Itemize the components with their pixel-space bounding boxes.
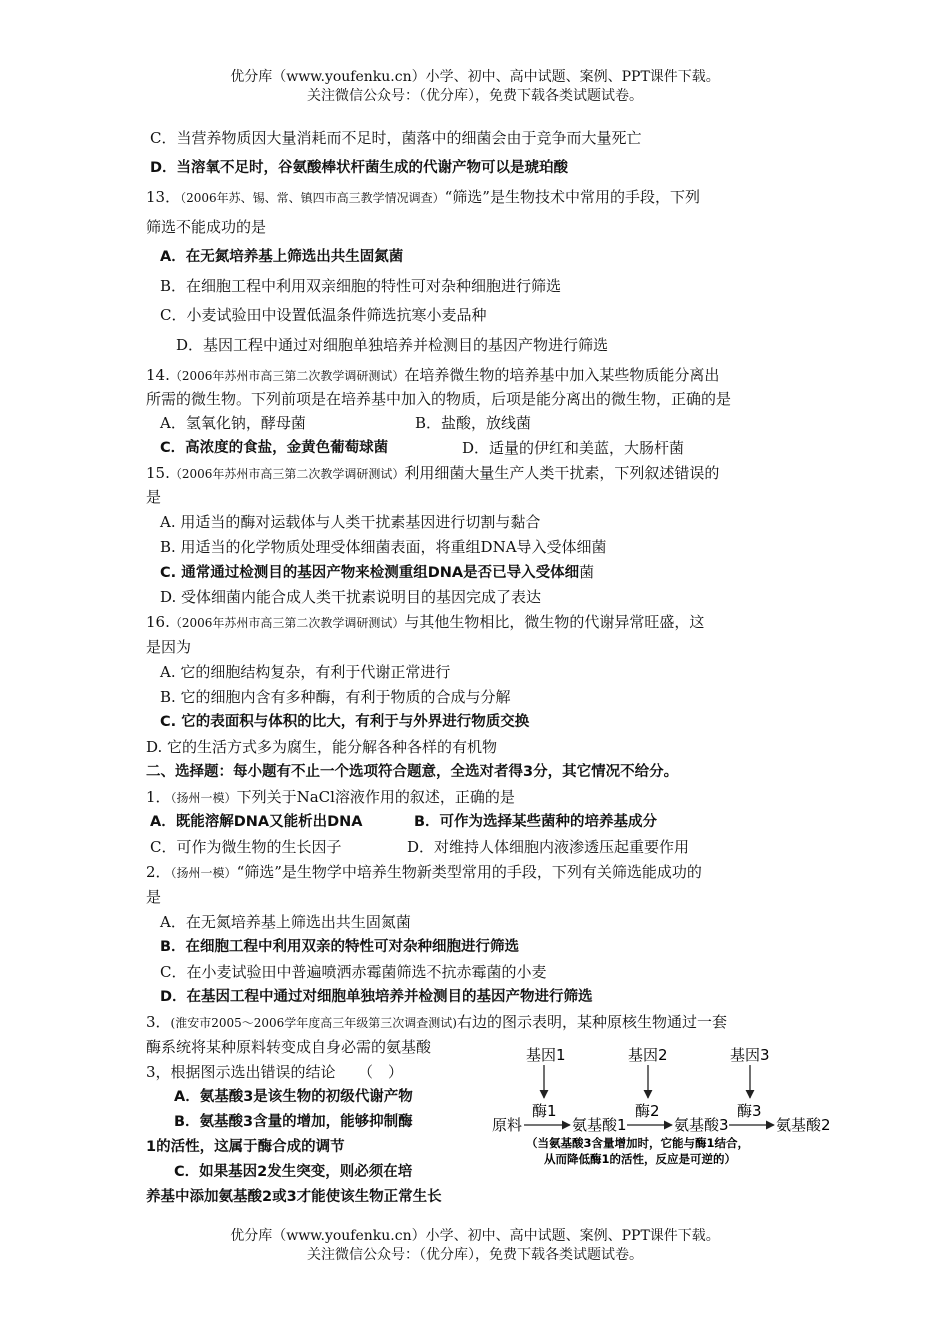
footer-line-1: 优分库（www.youfenku.cn）小学、初中、高中试题、案例、PPT课件下载。 — [230, 1228, 720, 1244]
amino-acid-2-label: 氨基酸2 — [776, 1116, 831, 1134]
q13-stem-text: “筛选”是生物技术中常用的手段，下列 — [444, 188, 700, 206]
q16-source: （2006年苏州市高三第二次教学调研测试） — [169, 616, 405, 630]
q14-stem-text: 在培养微生物的培养基中加入某些物质能分离出 — [404, 366, 720, 384]
q16-option-c: C. 它的表面积与体积的比大，有利于与外界进行物质交换 — [160, 714, 530, 730]
q13-number: 13． — [146, 188, 181, 206]
q15-stem-line2: 是 — [146, 488, 162, 506]
q16-stem-line1 — [146, 612, 704, 633]
s3-option-c-line1: C．如果基因2发生突变，则必须在培 — [174, 1164, 413, 1180]
s3-option-c-line2: 养基中添加氨基酸2或3才能使该生物正常生长 — [146, 1189, 442, 1205]
diagram-note-line-1: （当氨基酸3含量增加时，它能与酶1结合， — [526, 1136, 750, 1150]
s2-option-b: B．在细胞工程中利用双亲的特性可对杂种细胞进行筛选 — [160, 939, 520, 955]
q13-source: （2006年苏、锡、常、镇四市高三教学情况调查） — [180, 191, 445, 205]
q16-option-a: A. 它的细胞结构复杂，有利于代谢正常进行 — [160, 663, 451, 681]
q14-option-c: C．高浓度的食盐，金黄色葡萄球菌 — [160, 440, 389, 456]
s1-option-c: C．可作为微生物的生长因子 — [150, 838, 342, 856]
q14-number: 14. — [146, 366, 170, 384]
q13-option-b: B．在细胞工程中利用双亲细胞的特性可对杂种细胞进行筛选 — [160, 277, 562, 295]
q15-option-b: B. 用适当的化学物质处理受体细菌表面，将重组DNA导入受体细菌 — [160, 538, 607, 556]
q14-option-a: A．氢氧化钠，酵母菌 — [160, 414, 306, 432]
s2-number: 2． — [146, 863, 171, 881]
section-2-heading: 二、选择题：每小题有不止一个选项符合题意，全选对者得3分，其它情况不给分。 — [146, 764, 679, 780]
q15-number: 15. — [146, 464, 170, 482]
q14-source: （2006年苏州市高三第二次教学调研测试） — [169, 369, 405, 383]
s1-stem-text: 下列关于NaCl溶液作用的叙述，正确的是 — [236, 788, 515, 806]
q13-option-d: D．基因工程中通过对细胞单独培养并检测目的基因产物进行筛选 — [176, 336, 609, 354]
s2-stem-line1 — [146, 862, 702, 883]
s3-source: (淮安市2005～2006学年度高三年级第三次调查测试) — [170, 1016, 457, 1030]
q14-option-d: D．适量的伊红和美蓝，大肠杆菌 — [462, 439, 685, 457]
s2-option-a: A．在无氮培养基上筛选出共生固氮菌 — [160, 913, 411, 931]
q14-stem-line1 — [146, 365, 719, 386]
raw-material-label: 原料 — [492, 1116, 523, 1134]
q13-option-c: C．小麦试验田中设置低温条件筛选抗寒小麦品种 — [160, 306, 487, 324]
enzyme-3-label: 酶3 — [737, 1102, 762, 1120]
q15-stem-text: 利用细菌大量生产人类干扰素，下列叙述错误的 — [404, 464, 720, 482]
gene-2-label: 基因2 — [628, 1046, 668, 1064]
q16-stem-text: 与其他生物相比，微生物的代谢异常旺盛，这 — [404, 613, 705, 631]
q16-option-d: D. 它的生活方式多为腐生，能分解各种各样的有机物 — [146, 738, 498, 756]
s2-option-c: C．在小麦试验田中普遍喷洒赤霉菌筛选不抗赤霉菌的小麦 — [160, 963, 547, 981]
s2-stem-text: “筛选”是生物学中培养生物新类型常用的手段，下列有关筛选能成功的 — [236, 863, 702, 881]
s1-option-a: A．既能溶解DNA又能析出DNA — [150, 814, 363, 830]
s3-option-b-line2: 1的活性，这属于酶合成的调节 — [146, 1139, 345, 1155]
q15-stem-line1 — [146, 463, 719, 484]
q12-option-c: C．当营养物质因大量消耗而不足时，菌落中的细菌会由于竞争而大量死亡 — [150, 129, 642, 147]
diagram-note-line-2: 从而降低酶1的活性，反应是可逆的） — [544, 1152, 736, 1166]
s1-stem — [146, 787, 515, 808]
q16-stem-line2: 是因为 — [146, 638, 192, 656]
q15-option-d: D. 受体细菌内能合成人类干扰素说明目的基因完成了表达 — [160, 588, 542, 606]
enzyme-1-label: 酶1 — [532, 1102, 557, 1120]
s3-stem-line3: 3，根据图示选出错误的结论 （ ） — [146, 1063, 404, 1081]
q14-option-b: B．盐酸，放线菌 — [415, 414, 532, 432]
s3-option-a: A．氨基酸3是该生物的初级代谢产物 — [174, 1089, 413, 1105]
s3-stem-text: 右边的图示表明，某种原核生物通过一套 — [457, 1013, 728, 1031]
s1-option-d: D．对维持人体细胞内液渗透压起重要作用 — [407, 838, 690, 856]
footer-line-2: 关注微信公众号：（优分库），免费下载各类试题试卷。 — [307, 1247, 643, 1263]
header-line-2: 关注微信公众号：（优分库），免费下载各类试题试卷。 — [307, 88, 643, 104]
q13-stem-line1 — [146, 187, 700, 208]
q16-number: 16. — [146, 613, 170, 631]
gene-3-label: 基因3 — [730, 1046, 770, 1064]
s2-option-d: D．在基因工程中通过对细胞单独培养并检测目的基因产物进行筛选 — [160, 989, 593, 1005]
s3-stem-line2: 酶系统将某种原料转变成自身必需的氨基酸 — [146, 1038, 432, 1056]
s1-number: 1． — [146, 788, 171, 806]
q16-option-b: B. 它的细胞内含有多种酶，有利于物质的合成与分解 — [160, 688, 511, 706]
q14-stem-line2: 所需的微生物。下列前项是在培养基中加入的物质，后项是能分离出的微生物，正确的是 — [146, 390, 732, 408]
s2-source: （扬州一模） — [170, 866, 237, 880]
s3-stem-line1 — [146, 1012, 727, 1033]
s2-stem-line2: 是 — [146, 888, 162, 906]
q15-option-c-bold: C. 通常通过检测目的基因产物来检测重组DNA是否已导入受体细 — [160, 565, 580, 581]
q15-option-c-tail: 菌 — [579, 563, 595, 581]
enzyme-2-label: 酶2 — [635, 1102, 660, 1120]
header-line-1: 优分库（www.youfenku.cn）小学、初中、高中试题、案例、PPT课件下载。 — [230, 69, 720, 85]
metabolic-pathway-diagram — [492, 1045, 837, 1170]
amino-acid-1-label: 氨基酸1 — [572, 1116, 627, 1134]
s1-option-b: B．可作为选择某些菌种的培养基成分 — [414, 814, 658, 830]
q12-option-d: D．当溶氧不足时，谷氨酸棒状杆菌生成的代谢产物可以是琥珀酸 — [150, 160, 569, 176]
q15-source: （2006年苏州市高三第二次教学调研测试） — [169, 467, 405, 481]
q15-option-c — [160, 562, 594, 583]
q13-stem-line2: 筛选不能成功的是 — [146, 218, 267, 236]
s3-number: 3． — [146, 1013, 171, 1031]
q13-option-a: A．在无氮培养基上筛选出共生固氮菌 — [160, 249, 404, 265]
q15-option-a: A. 用适当的酶对运载体与人类干扰素基因进行切割与黏合 — [160, 513, 541, 531]
s3-option-b-line1: B．氨基酸3含量的增加，能够抑制酶 — [174, 1114, 413, 1130]
amino-acid-3-label: 氨基酸3 — [674, 1116, 729, 1134]
s1-source: （扬州一模） — [170, 791, 237, 805]
gene-1-label: 基因1 — [526, 1046, 566, 1064]
